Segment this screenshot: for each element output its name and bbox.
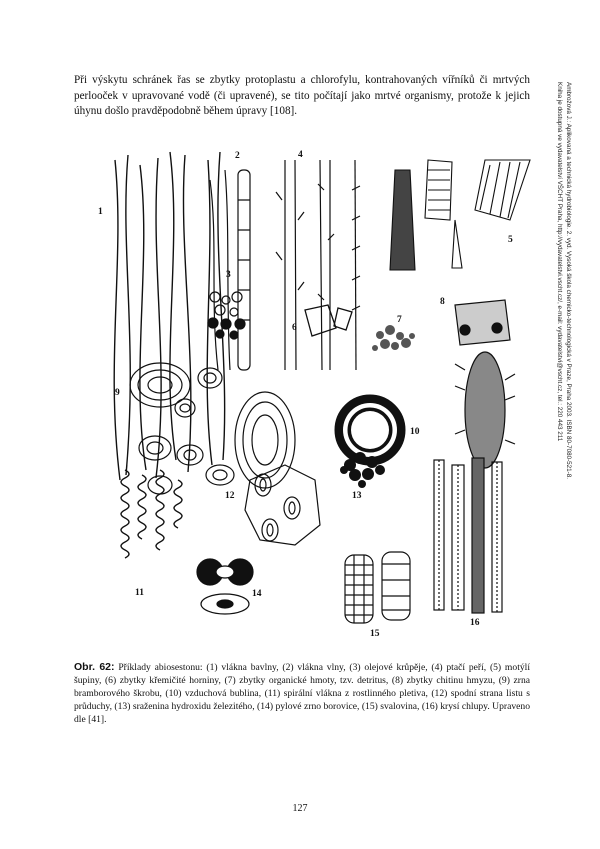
pine-pollen-drawing: [197, 559, 253, 614]
detritus-drawing: [372, 325, 415, 351]
air-bubble-drawing: [335, 395, 405, 465]
label-5: 5: [508, 235, 513, 245]
oil-droplets-drawing: [208, 292, 245, 339]
label-11: 11: [135, 588, 144, 598]
abioseston-figure: [60, 140, 540, 650]
cotton-fibres-drawing: [114, 152, 224, 480]
label-6: 6: [292, 323, 297, 333]
bird-feathers-drawing: [276, 160, 360, 370]
leaf-stomata-drawing: [245, 465, 320, 545]
label-9: 9: [115, 388, 120, 398]
figure-caption-text: Příklady abiosestonu: (1) vlákna bavlny, (2) vlákna vlny, (3) olejové krůpěje, (4) ptačí peří, (5) motýlí šupiny, (6) zbytky křemičité horniny, (7) zbytky organické hmoty, tzv. detritus, (8) zbytky chitinu hmyzu, (9) zrna bramborového škrobu, (10) vzduchová bublina, (11) spirální vlákna z rostlinného pletiva, (12) spodní strana listu s průduchy, (13) sraženina hydroxidu železitého, (14) pylové zrno borovice, (15) svalovina, (16) krysí chlupy. Upraveno dle [41].: [74, 662, 530, 725]
label-13: 13: [352, 491, 362, 501]
muscle-tissue-drawing: [345, 552, 410, 623]
label-2: 2: [235, 151, 240, 161]
label-15: 15: [370, 629, 380, 639]
label-10: 10: [410, 427, 420, 437]
label-14: 14: [252, 589, 262, 599]
label-16: 16: [470, 618, 480, 628]
label-1: 1: [98, 207, 103, 217]
chitin-drawing: [455, 300, 515, 468]
label-3: 3: [226, 270, 231, 280]
label-8: 8: [440, 297, 445, 307]
label-12: 12: [225, 491, 235, 501]
spiral-fibres-drawing: [121, 470, 182, 558]
intro-paragraph: Při výskytu schránek řas se zbytky protoplastu a chlorofylu, kontrahovaných vířníků či mrtvých perlooček v upravované vodě (či upravené), se tito počítají jako mrtvé organismy, protože k jejich úhynu došlo pravděpodobně během úpravy [108].: [74, 74, 530, 118]
butterfly-scales-drawing: [390, 160, 530, 270]
rat-hairs-drawing: [434, 458, 502, 613]
publication-citation: Ambrožová J.: Aplikovaná a technická hydrobiologie. 2. vyd. Vysoká škola chemicko-technologická v Praze, Praha 2003. ISBN 80-7080-521-8.: [565, 82, 572, 480]
silica-rock-drawing: [305, 305, 352, 336]
label-4: 4: [298, 150, 303, 160]
starch-grains-drawing: [130, 363, 295, 494]
figure-caption: [74, 661, 530, 726]
publication-note: [555, 82, 573, 592]
label-7: 7: [397, 315, 402, 325]
page-number: 127: [292, 803, 308, 814]
publication-availability: Kniha je dostupná ve vydavatelství VŠCHT Praha, http://vydavatelstvi.vscht.cz/, e-mail: vydavatelstvi@vscht.cz, tel.: 220 443 211: [556, 82, 563, 442]
figure-caption-label: Obr. 62:: [74, 661, 115, 673]
